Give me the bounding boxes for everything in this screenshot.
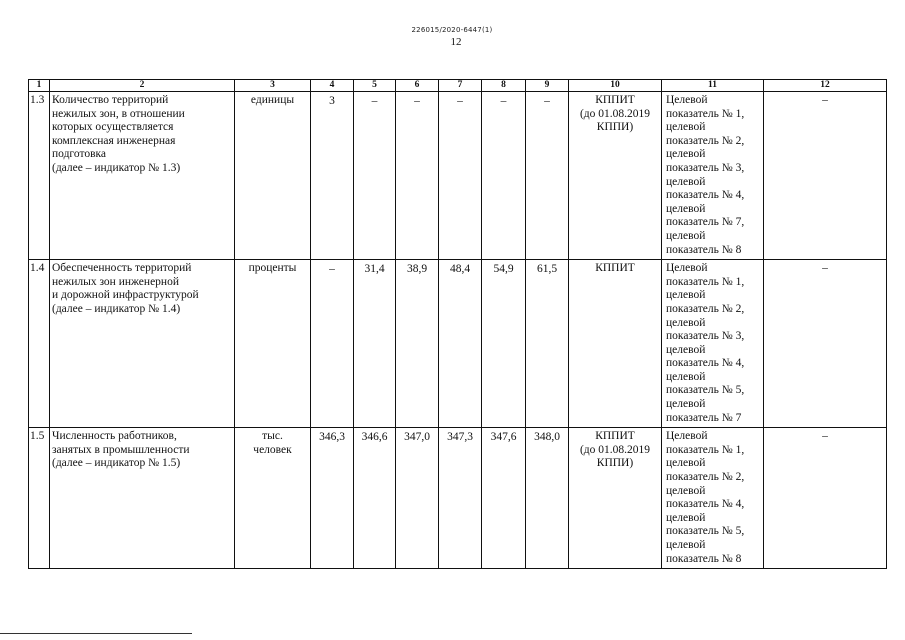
text-line: Численность работников,	[52, 430, 177, 443]
column-header: 12	[764, 80, 887, 92]
text-line: подготовка	[52, 148, 107, 161]
text-line: Количество территорий	[52, 94, 169, 106]
text-line: (до 01.08.2019	[579, 107, 651, 120]
text-line: целевой	[666, 175, 706, 188]
text-line: показатель № 1,	[666, 107, 745, 120]
text-line: нежилых зон инженерной	[52, 275, 179, 288]
value-cell: 31,4	[354, 260, 396, 428]
text-line: показатель № 2,	[666, 302, 745, 315]
table-row	[29, 92, 887, 260]
text-line: показатель № 8	[666, 552, 742, 565]
column-header: 11	[662, 80, 764, 92]
value-cell: –	[396, 92, 439, 260]
source-cell	[569, 92, 662, 260]
text-line: (далее – индикатор № 1.4)	[52, 302, 181, 315]
column-header: 1	[29, 80, 50, 92]
text-line: комплексная инженерная	[52, 134, 176, 147]
text-line: показатель № 5,	[666, 384, 745, 397]
column-header: 5	[354, 80, 396, 92]
table-row	[29, 260, 887, 428]
indicators-table	[28, 79, 887, 569]
text-line: целевой	[666, 398, 706, 411]
value-cell: 347,6	[482, 428, 526, 569]
column-number-header-row	[29, 80, 887, 92]
text-line: показатель № 3,	[666, 161, 745, 174]
text-line: целевой	[666, 484, 706, 497]
row-number: 1.4	[29, 260, 50, 428]
text-line: целевой	[666, 202, 706, 215]
text-line: показатель № 4,	[666, 357, 745, 370]
target-refs-cell	[662, 260, 764, 428]
text-line: целевой	[666, 229, 706, 242]
target-refs-cell	[662, 428, 764, 569]
text-line: занятых в промышленности	[52, 443, 190, 456]
table-row	[29, 428, 887, 569]
text-line: показатель № 8	[666, 243, 742, 256]
unit-cell	[235, 260, 311, 428]
note-cell: –	[764, 92, 887, 260]
text-line: показатель № 4,	[666, 498, 745, 511]
note-cell: –	[764, 428, 887, 569]
column-header: 8	[482, 80, 526, 92]
unit-cell	[235, 92, 311, 260]
text-line: целевой	[666, 511, 706, 524]
value-cell: 346,3	[311, 428, 354, 569]
column-header: 4	[311, 80, 354, 92]
value-cell: 38,9	[396, 260, 439, 428]
row-number: 1.3	[29, 92, 50, 260]
column-header: 3	[235, 80, 311, 92]
source-cell	[569, 260, 662, 428]
target-refs-cell	[662, 92, 764, 260]
value-cell: 346,6	[354, 428, 396, 569]
text-line: и дорожной инфраструктурой	[52, 289, 199, 302]
value-cell: 347,0	[396, 428, 439, 569]
text-line: проценты	[248, 262, 297, 275]
text-line: единицы	[250, 94, 295, 106]
value-cell: –	[311, 260, 354, 428]
text-line: нежилых зон, в отношении	[52, 107, 185, 120]
text-line: КППИТ	[595, 430, 635, 443]
text-line: которых осуществляется	[52, 121, 174, 134]
column-header: 6	[396, 80, 439, 92]
text-line: (до 01.08.2019	[579, 443, 651, 456]
document-stamp: 226015/2020-6447(1)	[411, 26, 493, 34]
value-cell: 347,3	[439, 428, 482, 569]
text-line: целевой	[666, 148, 706, 161]
unit-cell	[235, 428, 311, 569]
text-line: (далее – индикатор № 1.5)	[52, 457, 181, 470]
indicator-name	[50, 260, 235, 428]
footnote-divider	[0, 633, 192, 634]
value-cell: –	[482, 92, 526, 260]
text-line: Целевой	[666, 262, 708, 275]
text-line: показатель № 4,	[666, 189, 745, 202]
column-header: 9	[526, 80, 569, 92]
text-line: целевой	[666, 539, 706, 551]
column-header: 2	[50, 80, 235, 92]
page-number: 12	[450, 36, 462, 48]
text-line: Целевой	[666, 430, 708, 443]
text-line: тыс.	[262, 430, 283, 443]
text-line: показатель № 1,	[666, 443, 745, 456]
text-line: показатель № 7,	[666, 216, 745, 229]
text-line: целевой	[666, 316, 706, 329]
text-line: показатель № 3,	[666, 330, 745, 343]
indicator-name	[50, 428, 235, 569]
text-line: Целевой	[666, 94, 708, 106]
row-number: 1.5	[29, 428, 50, 569]
value-cell: 3	[311, 92, 354, 260]
text-line: целевой	[666, 289, 706, 302]
value-cell: 54,9	[482, 260, 526, 428]
indicator-name	[50, 92, 235, 260]
text-line: целевой	[666, 370, 706, 383]
text-line: КППИТ	[595, 94, 635, 106]
text-line: целевой	[666, 121, 706, 134]
text-line: целевой	[666, 457, 706, 470]
text-line: Обеспеченность территорий	[52, 262, 192, 275]
text-line: человек	[253, 443, 292, 456]
text-line: показатель № 1,	[666, 275, 745, 288]
value-cell: –	[526, 92, 569, 260]
value-cell: –	[354, 92, 396, 260]
text-line: КППИ)	[596, 121, 634, 134]
text-line: КППИ)	[596, 457, 634, 470]
text-line: целевой	[666, 343, 706, 356]
text-line: КППИТ	[595, 262, 635, 275]
text-line: показатель № 7	[666, 411, 742, 424]
value-cell: 61,5	[526, 260, 569, 428]
value-cell: 348,0	[526, 428, 569, 569]
source-cell	[569, 428, 662, 569]
text-line: показатель № 2,	[666, 134, 745, 147]
column-header: 7	[439, 80, 482, 92]
value-cell: 48,4	[439, 260, 482, 428]
text-line: показатель № 2,	[666, 471, 745, 484]
value-cell: –	[439, 92, 482, 260]
text-line: показатель № 5,	[666, 525, 745, 538]
column-header: 10	[569, 80, 662, 92]
text-line: (далее – индикатор № 1.3)	[52, 161, 181, 174]
note-cell: –	[764, 260, 887, 428]
